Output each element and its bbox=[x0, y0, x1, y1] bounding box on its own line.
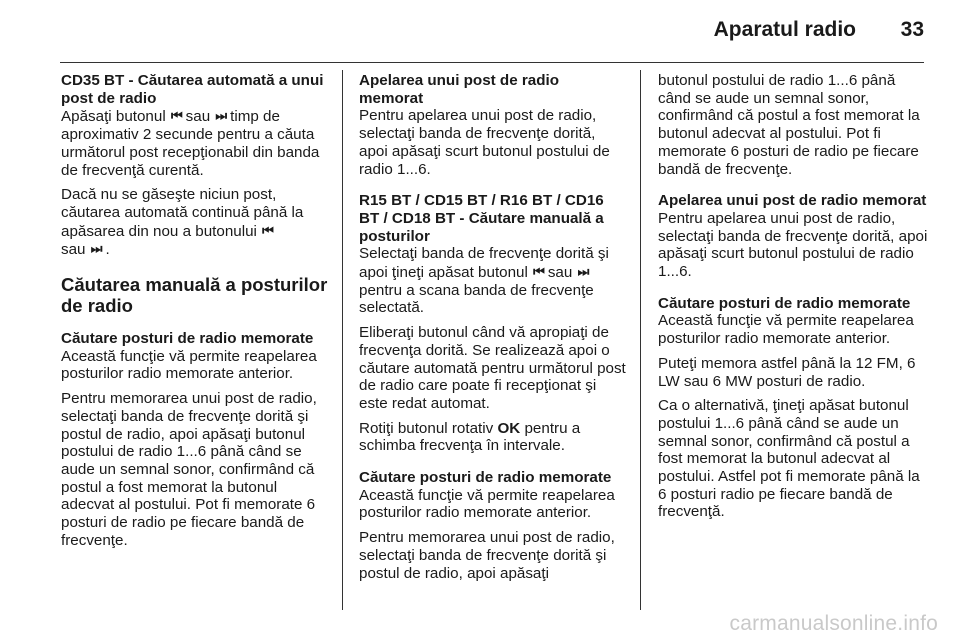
subheading-stored-stations: Căutare posturi de radio memorate bbox=[359, 469, 612, 487]
paragraph-store-station: Pentru memorarea unui post de radio, selectaţi banda de frecvenţe dorită şi postul de radio, apoi apăsaţi butonul postului de radio 1...6 până când se aude un semnal sonor, confirmând că postul a fost memorat la butonul adecvat al postului. Pot fi memorate 6 posturi de radio pe fiecare bandă de frecvenţe. bbox=[61, 390, 317, 549]
previous-track-icon: ⏮ bbox=[533, 264, 545, 280]
page-title: Aparatul radio bbox=[713, 18, 856, 41]
paragraph-station-count: Puteţi memora astfel până la 12 FM, 6 LW sau 6 MW posturi de radio. bbox=[658, 354, 916, 390]
watermark: carmanualsonline.info bbox=[729, 612, 938, 635]
text: . bbox=[105, 241, 110, 259]
paragraph-rotate bbox=[359, 420, 626, 455]
paragraph-no-station bbox=[61, 186, 328, 259]
subheading-recall-station: Apelarea unui post de radio memorat bbox=[359, 72, 560, 107]
paragraph-alternative: Ca o alternativă, ţineţi apăsat butonul postului 1...6 până când se aude un semnal sonor, confirmând că postul a fost memorat la butonul adecvat al postului. Astfel pot fi memorate până la 6 posturi radio pe fiecare bandă de frecvenţă. bbox=[658, 397, 920, 521]
paragraph-release: Eliberaţi butonul când vă apropiaţi de frecvenţa dorită. Se realizează apoi o căutare automată pentru următorul post de radio care poate fi recepţionat şi este redat automat. bbox=[359, 324, 626, 412]
text: Rotiţi butonul rotativ bbox=[359, 419, 494, 437]
column-2 bbox=[359, 72, 626, 589]
text: pentru a scana banda de frecvenţe selectată. bbox=[359, 281, 594, 317]
subheading-recall-station: Apelarea unui post de radio memorat bbox=[658, 192, 927, 210]
paragraph-stored-intro: Această funcţie vă permite reapelarea posturilor radio memorate anterior. bbox=[359, 486, 615, 522]
paragraph-scan bbox=[359, 245, 626, 317]
paragraph-recall-station: Pentru apelarea unui post de radio, selectaţi banda de frecvenţe dorită, apoi apăsaţi scurt butonul postului de radio 1...6. bbox=[359, 107, 610, 178]
paragraph-stored-intro: Această funcţie vă permite reapelarea posturilor radio memorate anterior. bbox=[61, 347, 317, 383]
subheading-stored-stations: Căutare posturi de radio memorate bbox=[658, 294, 911, 312]
text: sau bbox=[185, 108, 211, 126]
text: pentru a schimba frecvenţa în intervale. bbox=[359, 419, 581, 455]
text: sau bbox=[61, 241, 86, 259]
section-heading-manual-search: Căutarea manuală a posturilor de radio bbox=[61, 274, 328, 317]
ok-knob-label: OK bbox=[497, 419, 521, 437]
page-number: 33 bbox=[900, 18, 924, 41]
paragraph-store-continued: butonul postului de radio 1...6 până când se aude un semnal sonor, confirmând că postul a fost memorat la butonul adecvat al postului. Pot fi memorate 6 posturi de radio pe fiecare bandă de frecvenţe. bbox=[658, 72, 920, 178]
text: Dacă nu se găseşte niciun post, căutarea automată continuă până la apăsarea din nou a butonului bbox=[61, 186, 304, 240]
text: Selectaţi banda de frecvenţe dorită şi apoi ţineţi apăsat butonul bbox=[359, 245, 609, 282]
next-track-icon: ⏭ bbox=[577, 264, 590, 280]
column-divider bbox=[640, 70, 641, 610]
column-3 bbox=[658, 72, 928, 528]
paragraph-auto-search bbox=[61, 107, 328, 179]
column-1 bbox=[61, 72, 328, 556]
previous-track-icon: ⏮ bbox=[262, 222, 274, 238]
next-track-icon: ⏭ bbox=[215, 108, 228, 124]
previous-track-icon: ⏮ bbox=[170, 108, 183, 124]
subheading-stored-stations: Căutare posturi de radio memorate bbox=[61, 330, 314, 348]
paragraph-store-station: Pentru memorarea unui post de radio, selectaţi banda de frecvenţe dorită şi postul de radio, apoi apăsaţi bbox=[359, 529, 615, 582]
column-divider bbox=[342, 70, 343, 610]
paragraph-stored-intro: Această funcţie vă permite reapelarea posturilor radio memorate anterior. bbox=[658, 312, 914, 348]
page-header bbox=[60, 0, 924, 63]
subheading-auto-search: CD35 BT - Căutarea automată a unui post de radio bbox=[61, 72, 324, 107]
next-track-icon: ⏭ bbox=[90, 241, 103, 257]
text: timp de aproximativ 2 secunde pentru a căuta următorul post recepţionabil din banda de frecvenţă curentă. bbox=[61, 108, 320, 179]
text: Apăsaţi butonul bbox=[61, 108, 166, 126]
paragraph-recall-station: Pentru apelarea unui post de radio, selectaţi banda de frecvenţe dorită, apoi apăsaţi scurt butonul postului de radio 1...6. bbox=[658, 209, 928, 281]
subheading-manual-models: R15 BT / CD15 BT / R16 BT / CD16 BT / CD18 BT - Căutare manuală a posturilor bbox=[359, 192, 604, 245]
text: sau bbox=[547, 264, 573, 282]
